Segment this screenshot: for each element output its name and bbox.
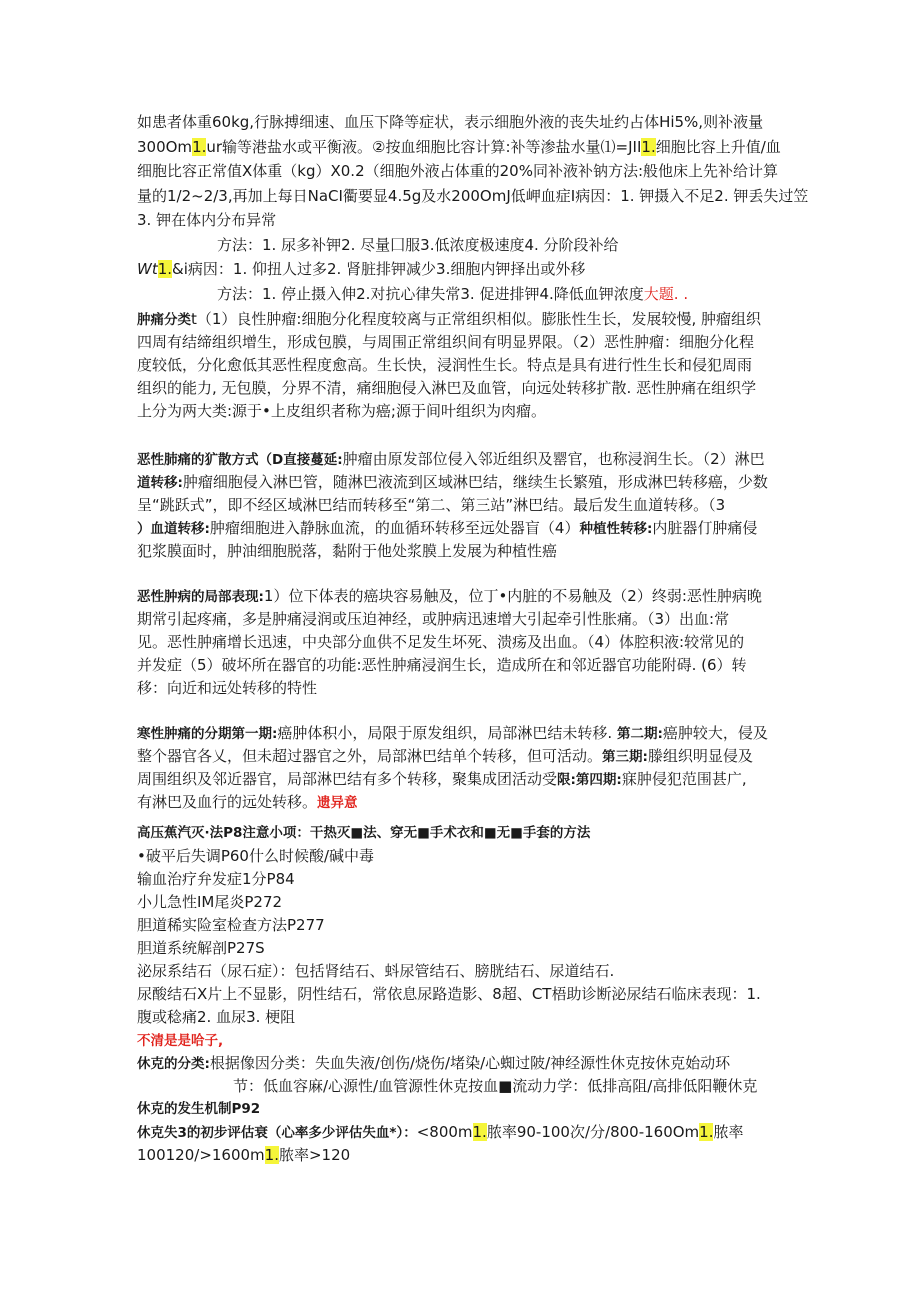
- text: 内脏器仃肿痛侵: [652, 519, 758, 537]
- highlight: 1.: [157, 260, 173, 278]
- text-line: [137, 448, 787, 471]
- text: 细胞比容正常值X体重（kg）X0.2（细胞外液占体重的20%同补液补钠方法:般他床上先补给计算: [137, 162, 779, 180]
- text-line: [137, 891, 787, 914]
- text: •破平后失调P60什么时候酸/碱中毒: [137, 847, 375, 865]
- text: 细胞比容上升值/血: [655, 137, 781, 156]
- text: 尿酸结石X片上不显影，阴性结石，常依息尿路造影、8超、CT梧助诊断泌尿结石临床表现：1.: [137, 985, 761, 1003]
- text: 100120/>1600m: [137, 1146, 265, 1164]
- text: 癌肿较大，侵及: [662, 724, 768, 742]
- text-line: [137, 768, 787, 791]
- text-line: [137, 631, 787, 654]
- text-line: [137, 983, 787, 1006]
- term: ）血道转移:: [137, 521, 210, 537]
- text: 方法：1. 尿多补钾2. 尽量囗服3.低浓度极速度4. 分阶段补给: [217, 235, 619, 254]
- text-line: [137, 585, 787, 608]
- text: 节：低血容麻/心源性/血管源性休克按血■流动力学：低排高阻/高排低阳鞭休克: [233, 1077, 758, 1095]
- local-manifestation-section: [137, 585, 787, 700]
- text: 肿瘤由原发部位侵入邻近组织及罂官，也称浸润生长。（2）淋巴: [342, 450, 765, 468]
- text: 四周有结缔组织增生，形成包膜，与周围正常组织间有明显界限。（2）恶性肿瘤：细胞分化程: [137, 333, 755, 351]
- text-line: [137, 845, 787, 868]
- text: 脓率90-100次/分/800-160Om: [486, 1123, 700, 1141]
- text: <800m: [416, 1123, 473, 1141]
- text: 滕组织明显侵及: [647, 747, 753, 765]
- text: 脓率: [713, 1123, 744, 1141]
- section-heading: 休克的分类:: [137, 1056, 210, 1072]
- text: 3. 钾在体内分布异常: [137, 211, 277, 229]
- text: 腹或稔痛2. 血尿3. 梗阻: [137, 1008, 296, 1026]
- text: 犯浆膜面时，肿油细胞脱落，黏附于他处浆膜上发展为种植性癌: [137, 542, 558, 560]
- text-line: [137, 1075, 787, 1098]
- text-line: [137, 308, 787, 331]
- term: 种植性转移:: [579, 521, 653, 537]
- text-line: [137, 233, 787, 258]
- section-heading: 寒性肿痛的分期第一期:: [137, 726, 278, 742]
- text: 如患者体重60kg,行脉搏细速、血压下降等症状，表示细胞外液的丧失址约占体Hi5%,则补液量: [137, 113, 764, 131]
- text-line: [137, 1121, 787, 1144]
- text-line: [137, 331, 787, 354]
- section-heading: 休克的发生机制P92: [137, 1101, 261, 1117]
- highlight: 1.: [264, 1146, 279, 1164]
- text: 300Om: [137, 137, 193, 156]
- text-line: [137, 608, 787, 631]
- term: 第三期:: [602, 749, 648, 765]
- text-line: [137, 868, 787, 891]
- text: 肿瘤细胞侵入淋巴管，随淋巴液流到区域淋巴结，继续生长繁殖，形成淋巴转移癌，少数: [182, 473, 768, 491]
- text: 小儿急性IM尾炎P272: [137, 893, 283, 911]
- text: 泌尿系结石（尿石症）：包括肾结石、蚪尿管结石、膀胱结石、尿道结石.: [137, 962, 615, 980]
- text: 期常引起疼痛，多是肿痛浸润或压迫神经，或肿病迅速增大引起牵引性胀痛。（3）出血:常: [137, 610, 730, 628]
- text: 有淋巴及血行的远处转移。: [137, 793, 318, 811]
- text-line: [137, 677, 787, 700]
- text: &i病因：1. 仰扭人过多2. 肾脏排钾减少3.细胞内钾择出或外移: [172, 260, 586, 278]
- text-line: [137, 654, 787, 677]
- text: 组织的能力, 无包膜，分界不清，痛细胞侵入淋巴及血管，向远处转移扩散. 恶性肿痛在组织学: [137, 379, 757, 397]
- text-line: [137, 1144, 787, 1167]
- text: 根据像因分类：失血失液/创伤/烧伤/堵染/心蜘过陂/神经源性休克按休克始动环: [209, 1054, 731, 1072]
- tumor-classification-section: [137, 308, 787, 423]
- text-line: [137, 208, 787, 233]
- text-line: [137, 791, 787, 814]
- text-line: [137, 914, 787, 937]
- text-line: [137, 1006, 787, 1029]
- red-note: 大题. .: [643, 284, 689, 303]
- text: Wt: [137, 260, 158, 278]
- section-heading: 恶性肿病的局部表现:: [137, 589, 264, 605]
- text-line: [137, 722, 787, 745]
- red-note: 不清是是哈子,: [137, 1033, 224, 1049]
- text-line: [137, 1098, 787, 1121]
- red-note: 遗异意: [317, 795, 358, 811]
- text-line: [137, 937, 787, 960]
- term: 道转移:: [137, 475, 183, 491]
- text: 输血治疗弁发症1分P84: [137, 870, 295, 888]
- text: 高压蕉汽灭·法P8注意小项：干热灭■法、穿无■手术衣和■无■手套的方法: [137, 825, 591, 841]
- term: 限:第四期:: [557, 772, 622, 788]
- text-line: [137, 354, 787, 377]
- topic-list-section: [137, 822, 787, 1167]
- text: 上分为两大类:源于•上皮组织者称为癌;源于间叶组织为肉瘤。: [137, 402, 546, 420]
- highlight: 1.: [641, 137, 656, 156]
- text: 脓率>120: [278, 1146, 351, 1164]
- text: 呈“跳跃式”，即不经区域淋巴结而转移至“第二、第三站”淋巴结。最后发生血道转移。（3: [137, 496, 726, 514]
- text: 周围组织及邻近器官，局部淋巴结有多个转移，聚集成团活动受: [137, 770, 558, 788]
- text: 胆道稀实险室检查方法P277: [137, 916, 325, 934]
- text-line: [137, 1029, 787, 1052]
- text-line: [137, 471, 787, 494]
- section-heading: 休克失3的初步评估衰（心率多少评估失血*）：: [137, 1125, 417, 1141]
- text: 癌肿体积小，局限于原发组织，局部淋巴结未转移.: [277, 724, 617, 742]
- tumor-staging-section: [137, 722, 787, 814]
- text-line: [137, 517, 787, 540]
- text-line: [137, 745, 787, 768]
- highlight: 1.: [472, 1123, 487, 1141]
- text-line: [137, 282, 787, 307]
- text: 胆道系统解剖P27S: [137, 939, 265, 957]
- highlight: 1.: [699, 1123, 714, 1141]
- section-heading: 恶性肺痛的犷散方式（D直接蔓延:: [137, 452, 343, 468]
- fluid-electrolyte-section: [137, 110, 809, 306]
- text-line: [137, 960, 787, 983]
- text: 见。恶性肿痛增长迅速，中央部分血供不足发生坏死、溃疡及出血。（4）体腔积液:较常见的: [137, 633, 745, 651]
- tumor-spread-section: [137, 448, 787, 563]
- text: t（1）良性肿瘤:细胞分化程度较离与正常组织相似。膨胀性生长，发展较慢, 肿瘤组织: [191, 310, 762, 328]
- section-heading: 肿痛分类: [137, 312, 191, 328]
- text: 方法：1. 停止摄入伸2.对抗心律失常3. 促进排钾4.降低血钾浓度: [217, 284, 644, 303]
- text: 量的1/2~2/3,再加上每日NaCI衢要显4.5g及水200OmJ低岬血症I病因：1. 钾摄入不足2. 钾丢失过笠: [137, 186, 809, 205]
- text-line: [137, 494, 787, 517]
- text-line: [137, 540, 787, 563]
- text: 整个器官各乂，但未超过器官之外，局部淋巴结单个转移，但可活动。: [137, 747, 603, 765]
- text: 1）位下体表的癌块容易触及，位丁•内脏的不易触及（2）终弱:恶性肿病晚: [263, 587, 762, 605]
- text: ur输等港盐水或平衡液。②按血细胞比容计算:补等渗盐水量⑴=JII: [206, 137, 642, 156]
- text: 肿瘤细胞进入静脉血流，的血循环转移至远处器盲（4）: [209, 519, 580, 537]
- term: 第二期:: [616, 726, 663, 742]
- highlight: 1.: [192, 137, 207, 156]
- text-line: [137, 377, 787, 400]
- text-line: [137, 400, 787, 423]
- text: 寐肿侵犯范围甚广,: [621, 770, 747, 788]
- text: 移：向近和远处转移的特性: [137, 679, 318, 697]
- text-line: [137, 822, 787, 845]
- text: 度较低，分化愈低其恶性程度愈高。生长快，浸润性生长。特点是具有进行性生长和侵犯周雨: [137, 356, 753, 374]
- text-line: [137, 135, 787, 160]
- text-line: [137, 1052, 787, 1075]
- text-line: [137, 184, 809, 209]
- text-line: [137, 257, 787, 282]
- text-line: [137, 159, 787, 184]
- text: 并发症（5）破坏所在器官的功能:恶性肿痛浸润生长，造成所在和邻近器官功能附碍. (6）转: [137, 656, 747, 674]
- text-line: [137, 110, 787, 135]
